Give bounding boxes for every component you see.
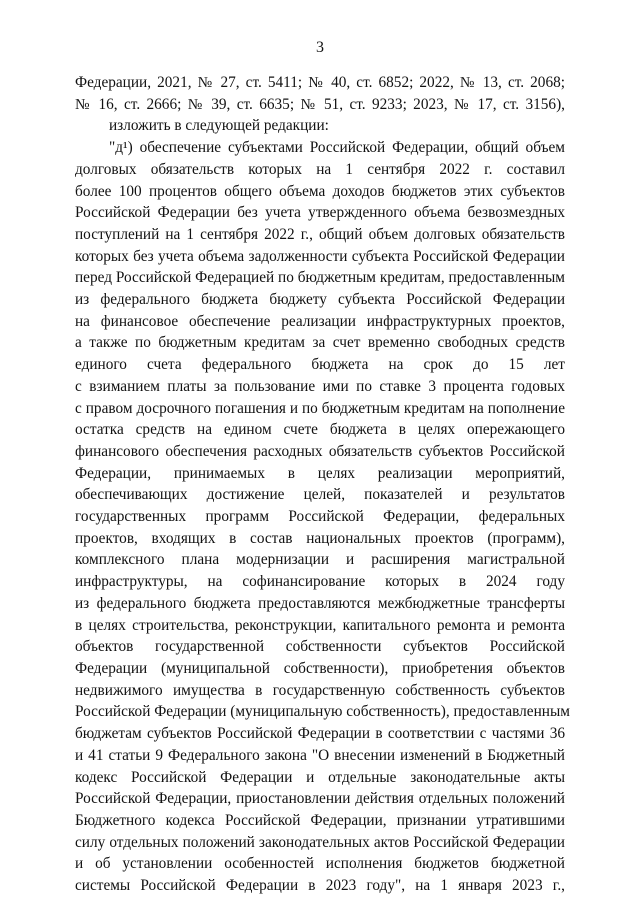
text-line: поступлений на 1 сентября 2022 г., общий объем долговых обязательств	[75, 225, 565, 243]
text-line: из федерального бюджета бюджету субъекта Российской Федерации	[75, 291, 565, 309]
document-body	[75, 72, 570, 897]
text-line: а также по бюджетным кредитам за счет временно свободных средств	[75, 334, 565, 352]
text-line: недвижимого имущества в государственную собственность субъектов	[75, 681, 565, 699]
text-line: которых без учета объема задолженности субъекта Российской Федерации	[75, 247, 565, 265]
text-line: с правом досрочного погашения и по бюджетным кредитам на пополнение	[75, 399, 565, 417]
text-line: в целях строительства, реконструкции, капитального ремонта и ремонта	[75, 616, 565, 634]
text-line: остатка средств на едином счете бюджета в целях опережающего	[75, 421, 565, 439]
text-line: Федерации, принимаемых в целях реализации мероприятий,	[75, 464, 565, 482]
text-line: и 41 статьи 9 Федерального закона "О внесении изменений в Бюджетный	[75, 746, 565, 764]
text-line: единого счета федерального бюджета на срок до 15 лет	[75, 356, 565, 374]
text-line: Российской Федерации (муниципальную собственность), предоставленным	[75, 703, 570, 721]
text-line: Федерации, 2021, № 27, ст. 5411; № 40, ст. 6852; 2022, № 13, ст. 2068;	[75, 74, 565, 91]
text-line: кодекс Российской Федерации и отдельные законодательные акты	[75, 768, 565, 786]
text-line: проектов, входящих в состав национальных проектов (программ),	[75, 529, 565, 547]
text-line: бюджетам субъектов Российской Федерации в соответствии с частями 36	[75, 725, 565, 743]
text-line: долговых обязательств которых на 1 сентября 2022 г. составил	[75, 160, 565, 178]
page-number: 3	[316, 39, 324, 56]
text-line: Российской Федерации без учета утвержденного объема безвозмездных	[75, 204, 565, 222]
text-line: № 16, ст. 2666; № 39, ст. 6635; № 51, ст. 9233; 2023, № 17, ст. 3156),	[75, 95, 565, 113]
text-line: системы Российской Федерации в 2023 году", на 1 января 2023 г.,	[75, 877, 565, 895]
text-line: силу отдельных положений законодательных актов Российской Федерации	[75, 833, 565, 851]
text-line: и об установлении особенностей исполнения бюджетов бюджетной	[75, 855, 565, 873]
text-line: Бюджетного кодекса Российской Федерации, признании утратившими	[75, 811, 565, 829]
text-line: финансового обеспечения расходных обязательств субъектов Российской	[75, 442, 565, 460]
text-line: комплексного плана модернизации и расширения магистральной	[75, 551, 565, 569]
text-line: из федерального бюджета предоставляются межбюджетные трансферты	[75, 594, 565, 612]
text-line: на финансовое обеспечение реализации инфраструктурных проектов,	[75, 312, 565, 330]
text-line: инфраструктуры, на софинансирование которых в 2024 году	[75, 573, 565, 591]
text-line: обеспечивающих достижение целей, показателей и результатов	[75, 486, 565, 504]
text-line: объектов государственной собственности субъектов Российской	[75, 638, 565, 656]
text-line: более 100 процентов общего объема доходов бюджетов этих субъектов	[75, 182, 565, 200]
text-line: изложить в следующей редакции:	[109, 117, 329, 135]
text-line: "д¹) обеспечение субъектами Российской Федерации, общий объем	[109, 139, 565, 157]
text-line: перед Российской Федерацией по бюджетным кредитам, предоставленным	[75, 269, 565, 287]
text-line: с взиманием платы за пользование ими по ставке 3 процента годовых	[75, 377, 565, 395]
text-line: государственных программ Российской Федерации, федеральных	[75, 508, 565, 526]
text-line: Федерации (муниципальной собственности), приобретения объектов	[75, 659, 565, 677]
text-line: Российской Федерации, приостановлении действия отдельных положений	[75, 790, 565, 808]
